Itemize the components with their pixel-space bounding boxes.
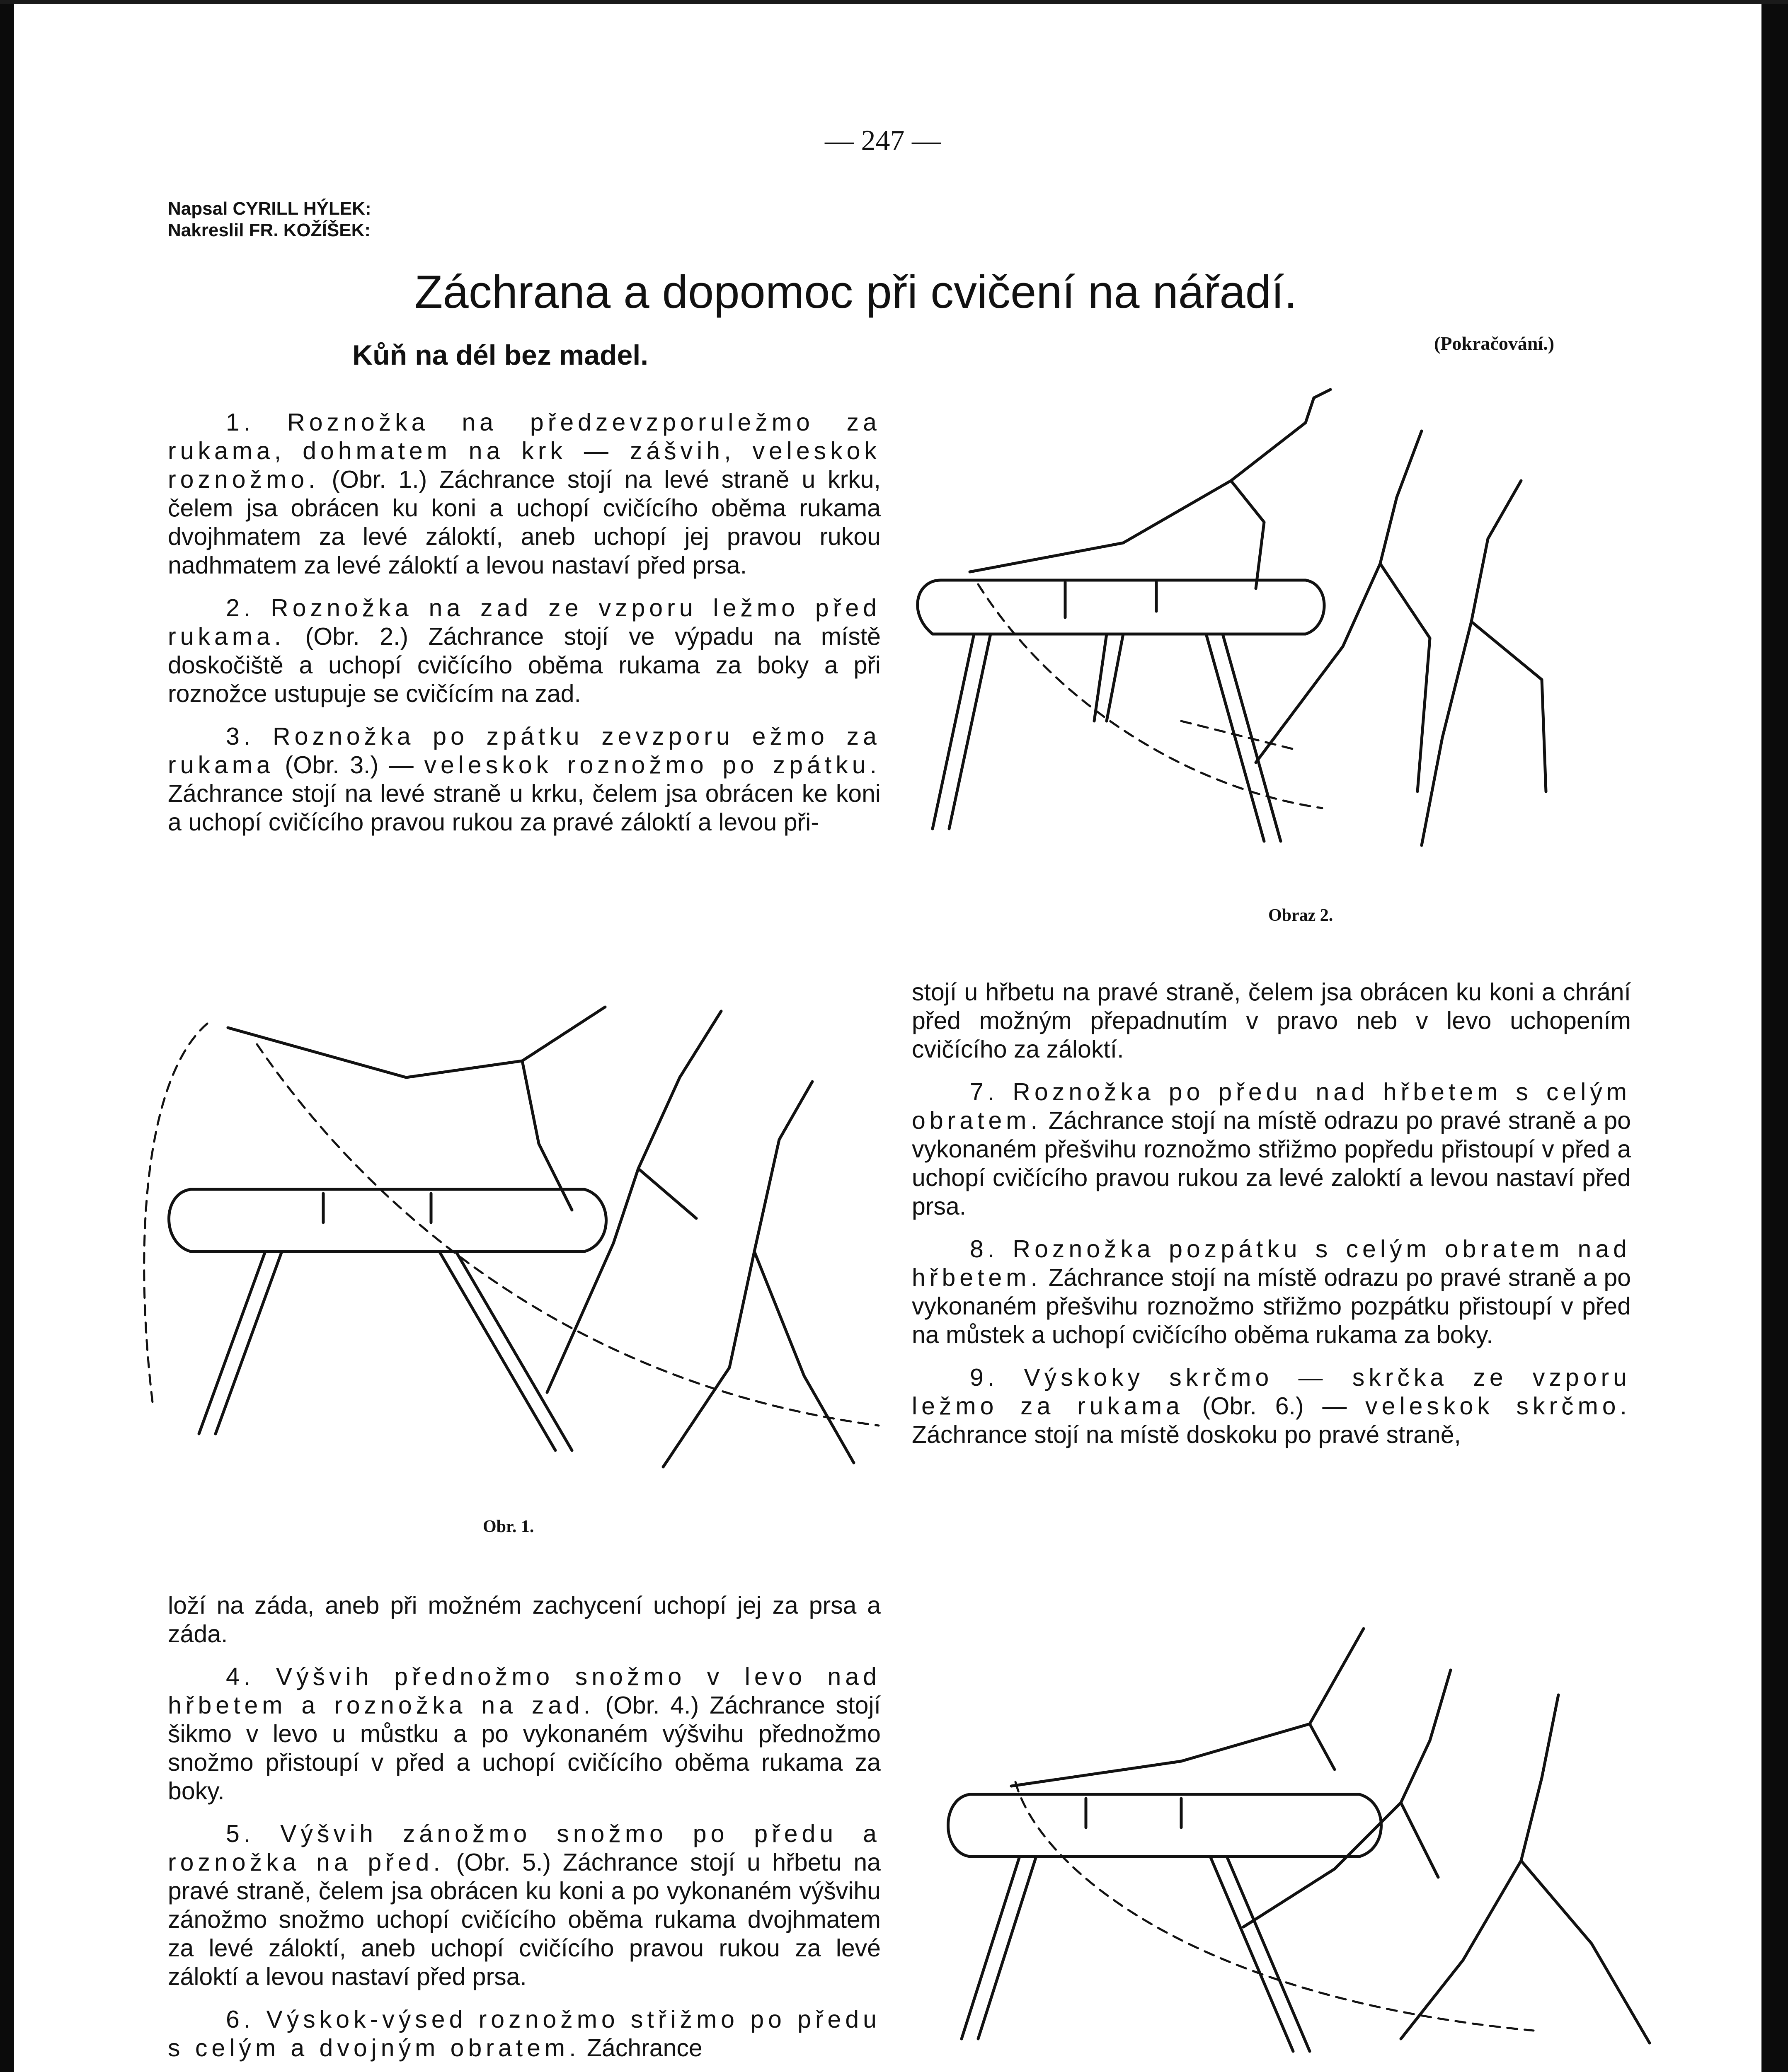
motion-arc <box>978 584 1322 808</box>
figure-2-drawing <box>891 365 1658 899</box>
instruction-text: (Obr. 2.) Záchrance stojí ve výpadu na místě doskočiště a uchopí cvičícího oběma rukama za boky a při roznožce ustupuje se cvičícím na zad. <box>168 623 881 707</box>
helper-figure-1 <box>1256 431 1430 792</box>
helper-figure-2 <box>1422 481 1546 845</box>
figure-2 <box>891 365 1658 899</box>
figure-1-drawing <box>108 953 895 1500</box>
page-number: — 247 — <box>825 125 941 157</box>
figure-1-caption: Obr. 1. <box>483 1517 534 1536</box>
instruction-text: Záchrance <box>586 2034 703 2062</box>
motion-arc <box>144 1024 879 1426</box>
exercise-name: 7. Roznožka po předu nad hřbetem s celým obratem. <box>912 1078 1631 1134</box>
horse-legs <box>962 1857 1310 2051</box>
section-subheading: Kůň na dél bez madel. <box>352 339 649 371</box>
paragraph-2 <box>168 594 881 708</box>
author-credit: Napsal CYRILL HÝLEK: <box>168 198 371 219</box>
paragraph-3-continued: loží na záda, aneb při možném zachycení uchopí jej za prsa a záda. <box>168 1592 881 1648</box>
helper-figure-1 <box>1243 1670 1451 1927</box>
figure-1 <box>108 953 895 1500</box>
helper-figure-1 <box>547 1011 721 1392</box>
exercise-name: 1. Roznožka na předzevzporuležmo za rukama, dohmatem na krk — zášvih, veleskok roznožmo. <box>168 409 881 493</box>
horse-body <box>169 1189 606 1251</box>
exercise-name: 8. Roznožka pozpátku s celým obratem nad hřbetem. <box>912 1235 1631 1291</box>
scan-border-left <box>0 0 14 2072</box>
exercise-name: 9. Výskoky skrčmo — skrčka ze vzporu ležmo za rukama <box>912 1364 1631 1420</box>
illustrator-credit: Nakreslil FR. KOŽÍŠEK: <box>168 220 371 240</box>
scan-border-right <box>1761 0 1788 2072</box>
instruction-text: Záchrance stojí na místě odrazu po pravé straně a po vykonaném přešvihu roznožmo střižmo popředu přistoupí v před a uchopí cvičícího pravou rukou za levé zaloktí a levou nastaví před prsa. <box>912 1107 1631 1220</box>
exercise-name: 3. Roznožka po zpátku zevzporu ežmo za rukama <box>168 723 881 779</box>
instruction-text: Záchrance stojí na levé straně u krku, čelem jsa obrácen ke koni a uchopí cvičícího pravou rukou za pravé záloktí a levou při- <box>168 780 881 836</box>
continued-note: (Pokračování.) <box>1434 333 1555 354</box>
instruction-text: Záchrance stojí na místě doskoku po pravé straně, <box>912 1421 1461 1448</box>
instruction-text: (Obr. 5.) Záchrance stojí u hřbetu na pravé straně, čelem jsa obrácen ku koni a po vykonaném výšvihu zánožmo snožmo uchopí cvičícího oběma rukama dvojhmatem za levé záloktí, aneb uchopí cvičícího pravou rukou za levé záloktí a levou nastaví před prsa. <box>168 1849 881 1990</box>
paragraph-3 <box>168 722 881 837</box>
instruction-text: Záchrance stojí na místě odrazu po pravé straně a po vykonaném přešvihu roznožmo střižmo pozpátku přistoupí v před na můstek a uchopí cvičícího oběma rukama za boky. <box>912 1264 1631 1348</box>
exercise-name: veleskok roznožmo po zpátku. <box>424 751 881 779</box>
helper-figure-2 <box>663 1082 854 1467</box>
paragraph-7 <box>912 1078 1631 1221</box>
left-column-top <box>168 408 881 851</box>
right-column-middle <box>912 978 1631 1463</box>
horse-pommels <box>323 1193 431 1222</box>
article-title: Záchrana a dopomoc při cvičení na nářadí. <box>414 266 1297 318</box>
paragraph-9 <box>912 1363 1631 1449</box>
exercise-name: 5. Výšvih zánožmo snožmo po předu a roznožka na před. <box>168 1820 881 1876</box>
figure-3 <box>912 1604 1699 2072</box>
figure-3-drawing <box>912 1604 1699 2072</box>
figure-ref: (Obr. 6.) — <box>1202 1392 1347 1420</box>
helper-figure-2 <box>1401 1695 1650 2043</box>
gymnast-figure <box>970 390 1330 588</box>
horse-body <box>948 1794 1381 1857</box>
paragraph-1 <box>168 408 881 580</box>
paragraph-5 <box>168 1820 881 1991</box>
exercise-name: veleskok skrčmo. <box>1365 1392 1631 1420</box>
paragraph-8 <box>912 1235 1631 1349</box>
paragraph-4 <box>168 1663 881 1806</box>
gymnast-figure <box>228 1007 605 1210</box>
horse-legs <box>199 1251 572 1450</box>
horse-pommels <box>1065 582 1156 617</box>
horse-body <box>918 580 1324 634</box>
instruction-text: (Obr. 4.) Záchrance stojí šikmo v levo u můstku a po vykonaném výšvihu přednožmo snožmo přistoupí v před a uchopí cvičícího oběma rukama za boky. <box>168 1692 881 1805</box>
horse-legs <box>933 634 1281 841</box>
paragraph-6-continued: stojí u hřbetu na pravé straně, čelem jsa obrácen ku koni a chrání před možným přepadnutím v pravo neb v levo uchopením cvičícího za záloktí. <box>912 978 1631 1063</box>
horse-pommels <box>1086 1798 1181 1828</box>
exercise-name: 4. Výšvih přednožmo snožmo v levo nad hřbetem a roznožka na zad. <box>168 1663 881 1719</box>
exercise-name: 6. Výskok-výsed roznožmo střižmo po předu s celým a dvojným obratem. <box>168 2006 881 2062</box>
credits <box>168 198 371 241</box>
paragraph-6 <box>168 2005 881 2062</box>
figure-2-caption: Obraz 2. <box>1268 906 1333 925</box>
gymnast-figure <box>1011 1629 1364 1786</box>
left-column-bottom <box>168 1591 881 2072</box>
figure-ref: (Obr. 3.) — <box>285 751 414 779</box>
scan-border-top <box>0 0 1788 4</box>
instruction-text: (Obr. 1.) Záchrance stojí na levé straně u krku, čelem jsa obrácen ku koni a uchopí cvičícího oběma rukama dvojhmatem za levé záloktí, aneb uchopí jej pravou rukou nadhmatem za levé záloktí a levou nastaví před prsa. <box>168 466 881 579</box>
exercise-name: 2. Roznožka na zad ze vzporu ležmo před rukama. <box>168 594 881 650</box>
